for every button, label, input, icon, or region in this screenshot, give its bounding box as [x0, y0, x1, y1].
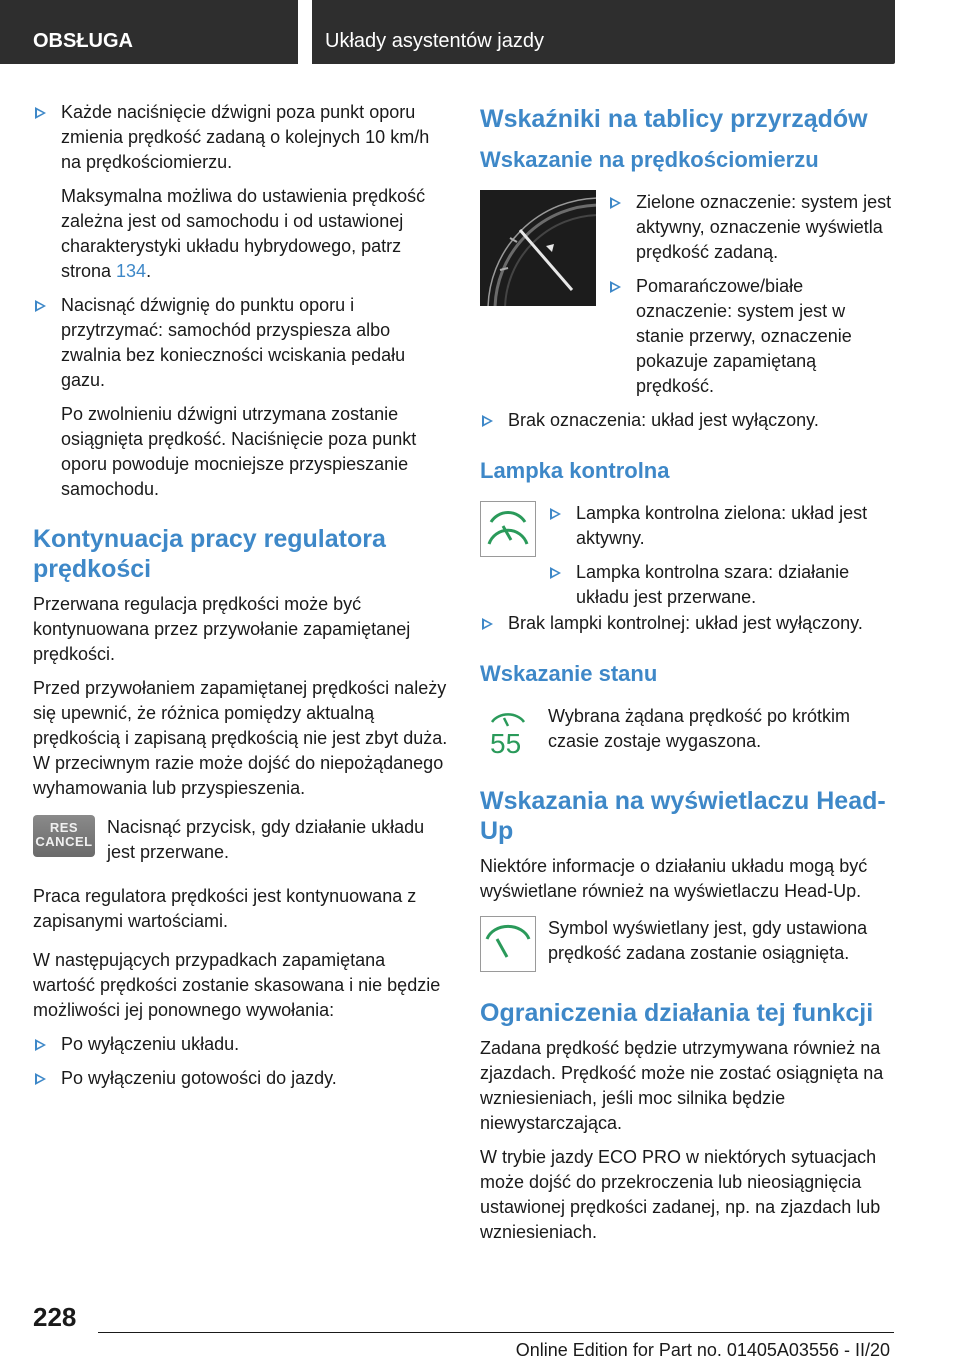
- speedometer-block: [480, 190, 892, 399]
- paragraph: Przerwana regulacja prędkości może być kontynuowana przez przywołanie zapamiętanej prędkości.: [33, 594, 411, 664]
- bullet-triangle-icon: [482, 415, 493, 427]
- subsection-heading: Wskazanie stanu: [480, 661, 658, 686]
- speedometer-dial-image: [480, 190, 596, 306]
- indicator-lamp-icon: [480, 501, 536, 557]
- set-speed-value: 55: [490, 728, 522, 759]
- list-item: Po wyłączeniu gotowości do jazdy.: [33, 1066, 448, 1091]
- section-heading: Ograniczenia działania tej funkcji: [480, 999, 874, 1027]
- paragraph: Niektóre informacje o działaniu układu mogą być wyświetlane również na wyświetlaczu Head-Up.: [480, 856, 868, 901]
- page-header: [0, 0, 960, 66]
- footer-divider: [98, 1332, 894, 1333]
- subsection-heading: Lampka kontrolna: [480, 458, 670, 483]
- list-item: Brak lampki kontrolnej: układ jest wyłączony.: [480, 611, 892, 636]
- bullet-triangle-icon: [35, 1039, 46, 1051]
- hud-text: Symbol wyświetlany jest, gdy ustawiona prędkość zadana zostanie osiągnięta.: [548, 918, 868, 963]
- footer-edition: Online Edition for Part no. 01405A03556 - II/20: [515, 1340, 890, 1360]
- res-cancel-row: [33, 815, 448, 875]
- list-item: Nacisnąć dźwignię do punktu oporu i przytrzymać: samochód przyspiesza albo zwalnia bez konieczności wciskania pedału gazu.: [33, 293, 448, 393]
- speedometer-marker-icon: [480, 190, 596, 306]
- bullet-triangle-icon: [550, 567, 561, 579]
- section-heading: Wskazania na wyświetlaczu Head-Up: [480, 787, 886, 845]
- subsection-heading: Wskazanie na prędkościomierzu: [480, 147, 819, 172]
- paragraph: Praca regulatora prędkości jest kontynuowana z zapisanymi wartościami.: [33, 886, 417, 931]
- page-reference-link[interactable]: 134: [116, 261, 147, 281]
- header-section-tab: OBSŁUGA: [0, 0, 298, 64]
- section-heading: Wskaźniki na tablicy przyrządów: [480, 105, 868, 133]
- res-cancel-text: Nacisnąć przycisk, gdy działanie układu jest przerwane.: [107, 817, 425, 862]
- bullet-triangle-icon: [610, 197, 621, 209]
- state-row: [480, 704, 892, 764]
- state-text: Wybrana żądana prędkość po krótkim czasie zostaje wygaszona.: [548, 706, 850, 751]
- header-topic-tab: Układy asystentów jazdy: [312, 0, 895, 64]
- res-cancel-button-icon: RES CANCEL: [33, 815, 95, 857]
- bullet-note: Po zwolnieniu dźwigni utrzymana zostanie osiągnięta prędkość. Naciśnięcie poza punkt oporu powoduje mocniejsze przyspieszanie samochodu.: [61, 404, 417, 499]
- hud-symbol-icon: [480, 916, 536, 972]
- bullet-triangle-icon: [35, 1073, 46, 1085]
- hud-row: [480, 916, 892, 976]
- list-item: Brak oznaczenia: układ jest wyłączony.: [480, 408, 892, 433]
- paragraph: Zadana prędkość będzie utrzymywana również na zjazdach. Prędkość może nie zostać osiągnięta na wzniesieniach, jeśli moc silnika będzie niewystarczająca.: [480, 1038, 884, 1133]
- bullet-triangle-icon: [35, 300, 46, 312]
- paragraph: W następujących przypadkach zapamiętana wartość prędkości zostanie skasowana i nie będzie możliwości jej ponownego wywołania:: [33, 950, 441, 1020]
- bullet-triangle-icon: [610, 281, 621, 293]
- list-item: Każde naciśnięcie dźwigni poza punkt oporu zmienia prędkość zadaną o kolejnych 10 km/h na prędkościomierzu.: [33, 100, 448, 175]
- lamp-block: [480, 501, 892, 611]
- bullet-triangle-icon: [482, 618, 493, 630]
- bullet-triangle-icon: [550, 508, 561, 520]
- list-item: Lampka kontrolna zielona: układ jest aktywny.: [548, 501, 892, 551]
- left-column: [33, 100, 448, 1100]
- page-number: 228: [33, 1302, 77, 1332]
- paragraph: Przed przywołaniem zapamiętanej prędkości należy się upewnić, że różnica pomiędzy aktualną prędkością i zapisaną prędkością nie jest zbyt duża. W przeciwnym razie może dojść do niepożądanego wyhamowania lub przyspieszenia.: [33, 678, 448, 798]
- bullet-note: Maksymalna możliwa do ustawienia prędkość zależna jest od samochodu i od ustawionej charakterystyki układu hybrydowego, patrz strona 134.: [61, 186, 426, 281]
- list-item: Po wyłączeniu układu.: [33, 1032, 448, 1057]
- list-item: Zielone oznaczenie: system jest aktywny, oznaczenie wyświetla prędkość zadaną.: [608, 190, 892, 265]
- right-column: [480, 100, 892, 1254]
- list-item: Lampka kontrolna szara: działanie układu jest przerwane.: [548, 560, 892, 610]
- list-item: Pomarańczowe/białe oznaczenie: system jest w stanie przerwy, oznaczenie pokazuje zapamiętaną prędkość.: [608, 274, 892, 399]
- paragraph: W trybie jazdy ECO PRO w niektórych sytuacjach może dojść do przekroczenia lub nieosiągnięcia ustawionej prędkości zadanej, np. na zjazdach lub wzniesieniach.: [480, 1147, 881, 1242]
- section-heading: Kontynuacja pracy regulatora prędkości: [33, 525, 386, 583]
- bullet-triangle-icon: [35, 107, 46, 119]
- set-speed-icon: [480, 704, 536, 760]
